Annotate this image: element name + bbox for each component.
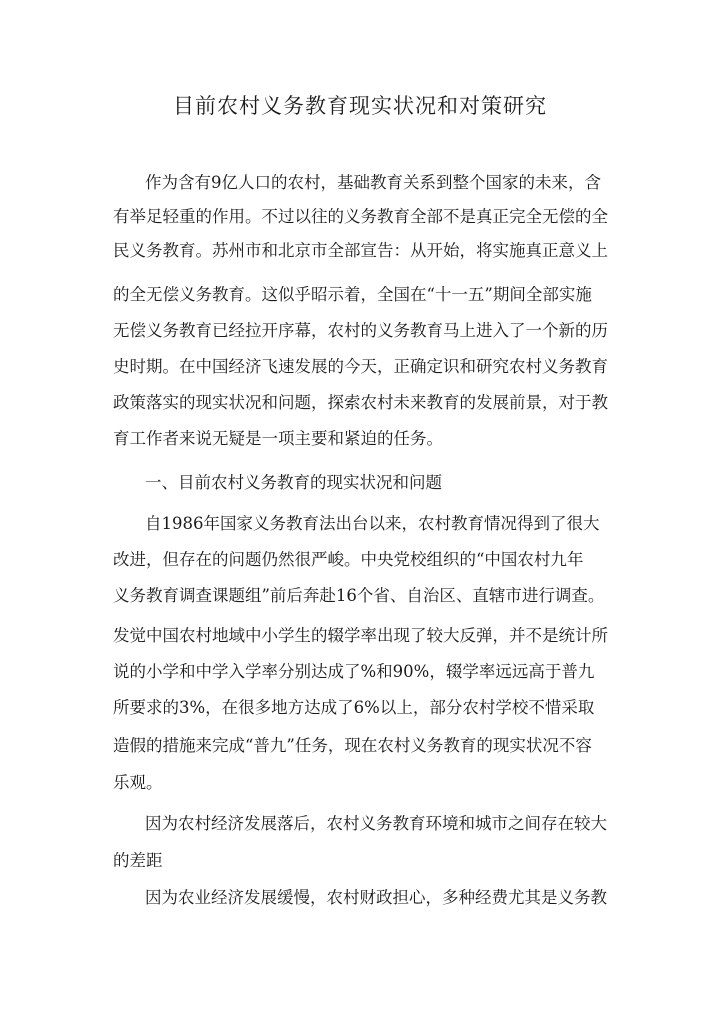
paragraph-line: 政策落实的现实状况和问题，探索农村未来教育的发展前景，对于教: [113, 393, 608, 412]
paragraph-line: 因为农业经济发展缓慢，农村财政担心，多种经费尤其是义务教: [145, 888, 607, 907]
paragraph-line: 史时期。在中国经济飞速发展的今天，正确定识和研究农村义务教育: [113, 357, 608, 376]
paragraph-line: 造假的措施来完成“普九”任务，现在农村义务教育的现实状况不容: [113, 736, 592, 755]
paragraph-line: 的差距: [113, 851, 163, 870]
page-title: 目前农村义务教育现实状况和对策研究: [173, 94, 547, 118]
paragraph-line: 自1986年国家义务教育法出台以来，农村教育情况得到了很大: [145, 514, 600, 533]
paragraph-line: 作为含有9亿人口的农村，基础教育关系到整个国家的未来，含: [145, 173, 601, 192]
paragraph-line: 无偿义务教育已经拉开序幕，农村的义务教育马上进入了一个新的历: [113, 321, 608, 340]
paragraph-line: 因为农村经济发展落后，农村义务教育环境和城市之间存在较大: [145, 814, 607, 833]
paragraph-line: 说的小学和中学入学率分别达成了%和90%，辍学率远远高于普九: [113, 662, 595, 681]
paragraph-line: 发觉中国农村地域中小学生的辍学率出现了较大反弹，并不是统计所: [113, 626, 608, 645]
paragraph-line: 义务教育调查课题组”前后奔赴16个省、自治区、直辖市进行调查。: [113, 586, 605, 605]
paragraph-line: 乐观。: [113, 773, 163, 792]
paragraph-line: 的全无偿义务教育。这似乎昭示着，全国在“十一五”期间全部实施: [113, 285, 592, 304]
section-heading: 一、目前农村义务教育的现实状况和问题: [145, 473, 442, 492]
paragraph-line: 改进，但存在的问题仍然很严峻。中央党校组织的“中国农村九年: [113, 550, 584, 569]
paragraph-line: 所要求的3%，在很多地方达成了6%以上，部分农村学校不惜采取: [113, 698, 595, 717]
paragraph-line: 有举足轻重的作用。不过以往的义务教育全部不是真正完全无偿的全: [113, 207, 608, 226]
paragraph-line: 育工作者来说无疑是一项主要和紧迫的任务。: [113, 429, 443, 448]
paragraph-line: 民义务教育。苏州市和北京市全部宣告：从开始，将实施真正意义上: [113, 241, 608, 260]
